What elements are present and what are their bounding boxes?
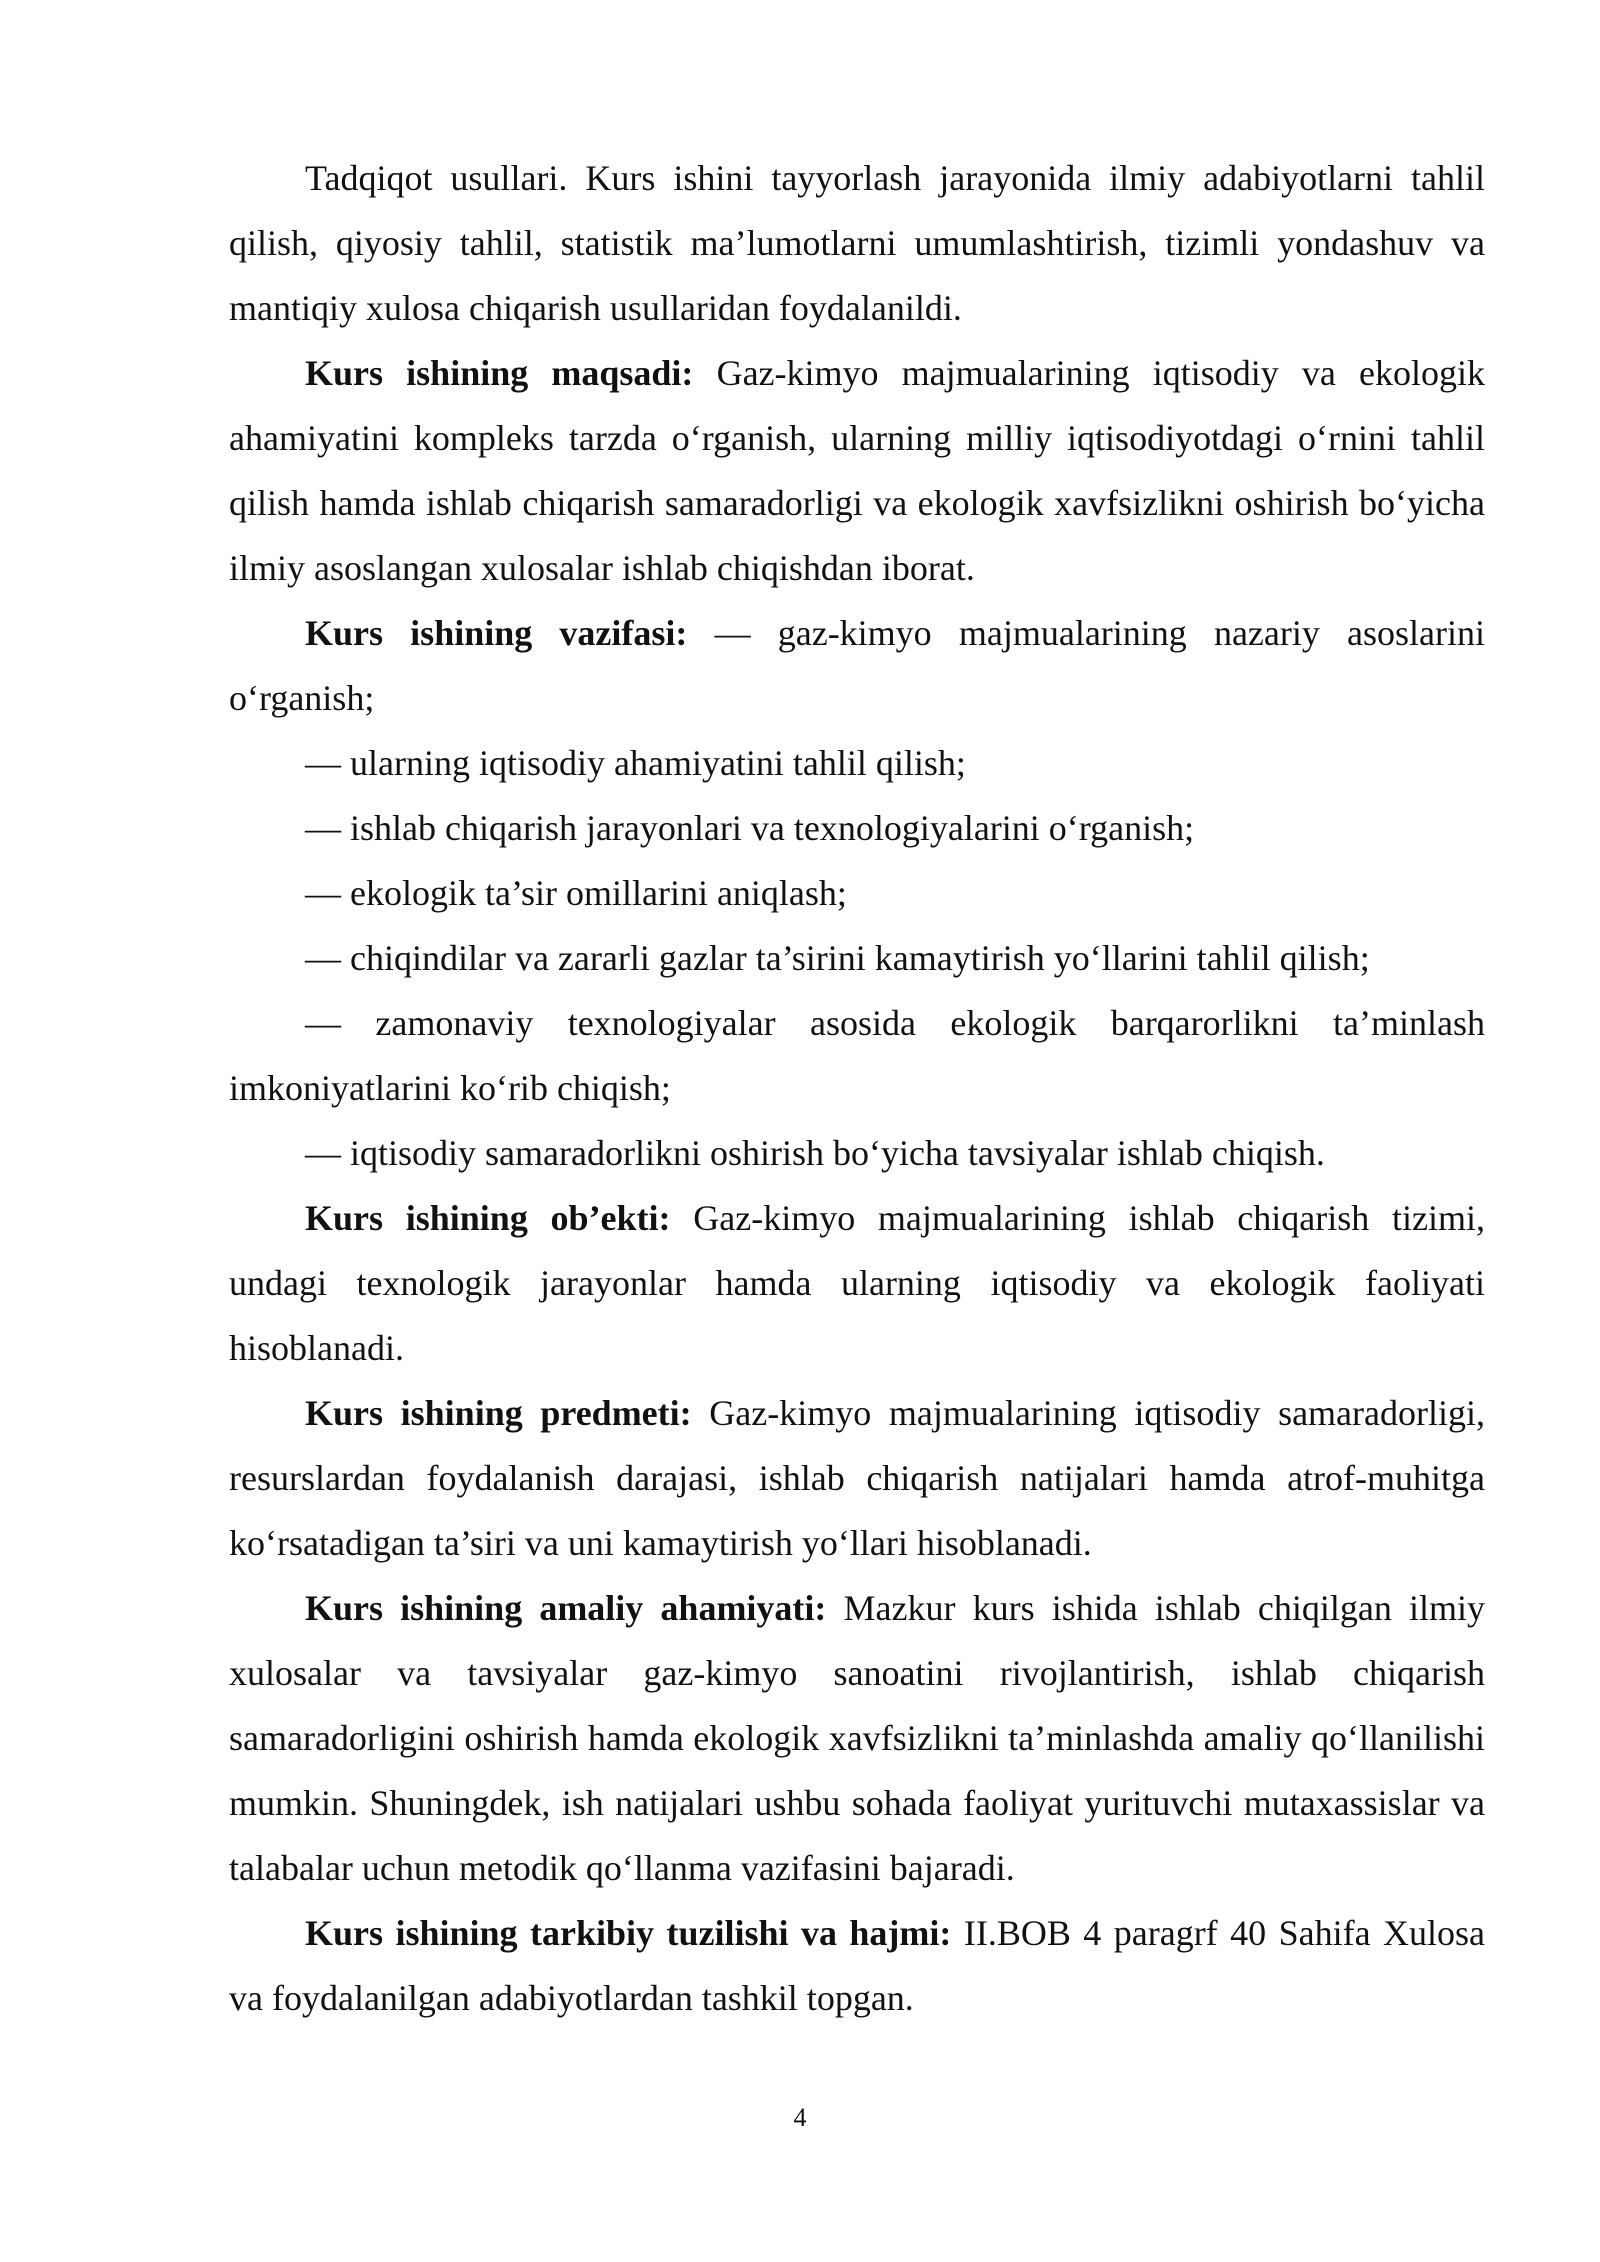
task-list-item (229, 926, 1485, 991)
paragraph-structure (229, 1901, 1485, 2031)
task-list-item (229, 796, 1485, 861)
paragraph-text: — ishlab chiqarish jarayonlari va texnologiyalarini o‘rganish; (305, 808, 1195, 848)
paragraph-lead: Kurs ishining maqsadi: (305, 353, 694, 393)
paragraph-goal (229, 341, 1485, 601)
paragraph-text: Gaz-kimyo majmualarining iqtisodiy samaradorligi, resurslardan foydalanish darajasi, ishlab chiqarish natijalari hamda atrof-muhitga ko‘rsatadigan ta’siri va uni kamaytirish yo‘llari hisoblanadi. (229, 1393, 1485, 1563)
paragraph-text: — chiqindilar va zararli gazlar ta’sirini kamaytirish yo‘llarini tahlil qilish; (305, 938, 1370, 978)
paragraph-research-methods (229, 146, 1485, 341)
paragraph-subject (229, 1381, 1485, 1576)
paragraph-practical-significance (229, 1576, 1485, 1901)
paragraph-lead: Kurs ishining ob’ekti: (305, 1198, 671, 1238)
document-body (229, 146, 1485, 2031)
paragraph-lead: Kurs ishining predmeti: (305, 1393, 692, 1433)
paragraph-text: — ekologik ta’sir omillarini aniqlash; (305, 873, 847, 913)
paragraph-text: — zamonaviy texnologiyalar asosida ekologik barqarorlikni ta’minlash imkoniyatlarini ko‘rib chiqish; (229, 1003, 1485, 1108)
paragraph-text: Tadqiqot usullari. Kurs ishini tayyorlash jarayonida ilmiy adabiyotlarni tahlil qilish, qiyosiy tahlil, statistik ma’lumotlarni umumlashtirish, tizimli yondashuv va mantiqiy xulosa chiqarish usullaridan foydalanildi. (229, 158, 1485, 328)
paragraph-text: II.BOB 4 paragrf 40 Sahifa Xulosa va foydalanilgan adabiyotlardan tashkil topgan. (229, 1913, 1485, 2018)
paragraph-text: Mazkur kurs ishida ishlab chiqilgan ilmiy xulosalar va tavsiyalar gaz-kimyo sanoatini rivojlantirish, ishlab chiqarish samaradorligini oshirish hamda ekologik xavfsizlikni ta’minlashda amaliy qo‘llanilishi mumkin. Shuningdek, ish natijalari ushbu sohada faoliyat yurituvchi mutaxassislar va talabalar uchun metodik qo‘llanma vazifasini bajaradi. (229, 1588, 1485, 1888)
paragraph-text: — iqtisodiy samaradorlikni oshirish bo‘yicha tavsiyalar ishlab chiqish. (305, 1133, 1325, 1173)
paragraph-lead: Kurs ishining tarkibiy tuzilishi va hajmi: (305, 1913, 952, 1953)
paragraph-lead: Kurs ishining vazifasi: (305, 613, 688, 653)
paragraph-tasks (229, 601, 1485, 731)
paragraph-object (229, 1186, 1485, 1381)
paragraph-text: Gaz-kimyo majmualarining ishlab chiqarish tizimi, undagi texnologik jarayonlar hamda ularning iqtisodiy va ekologik faoliyati hisoblanadi. (229, 1198, 1485, 1368)
paragraph-text: Gaz-kimyo majmualarining iqtisodiy va ekologik ahamiyatini kompleks tarzda o‘rganish, ularning milliy iqtisodiyotdagi o‘rnini tahlil qilish hamda ishlab chiqarish samaradorligi va ekologik xavfsizlikni oshirish bo‘yicha ilmiy asoslangan xulosalar ishlab chiqishdan iborat. (229, 353, 1485, 588)
task-list-item (229, 991, 1485, 1121)
task-list-item (229, 731, 1485, 796)
page-number: 4 (793, 2103, 807, 2132)
task-list-item (229, 1121, 1485, 1186)
task-list-item (229, 861, 1485, 926)
paragraph-text: — ularning iqtisodiy ahamiyatini tahlil qilish; (305, 743, 966, 783)
paragraph-lead: Kurs ishining amaliy ahamiyati: (305, 1588, 827, 1628)
paragraph-text: — gaz-kimyo majmualarining nazariy asoslarini o‘rganish; (229, 613, 1486, 718)
